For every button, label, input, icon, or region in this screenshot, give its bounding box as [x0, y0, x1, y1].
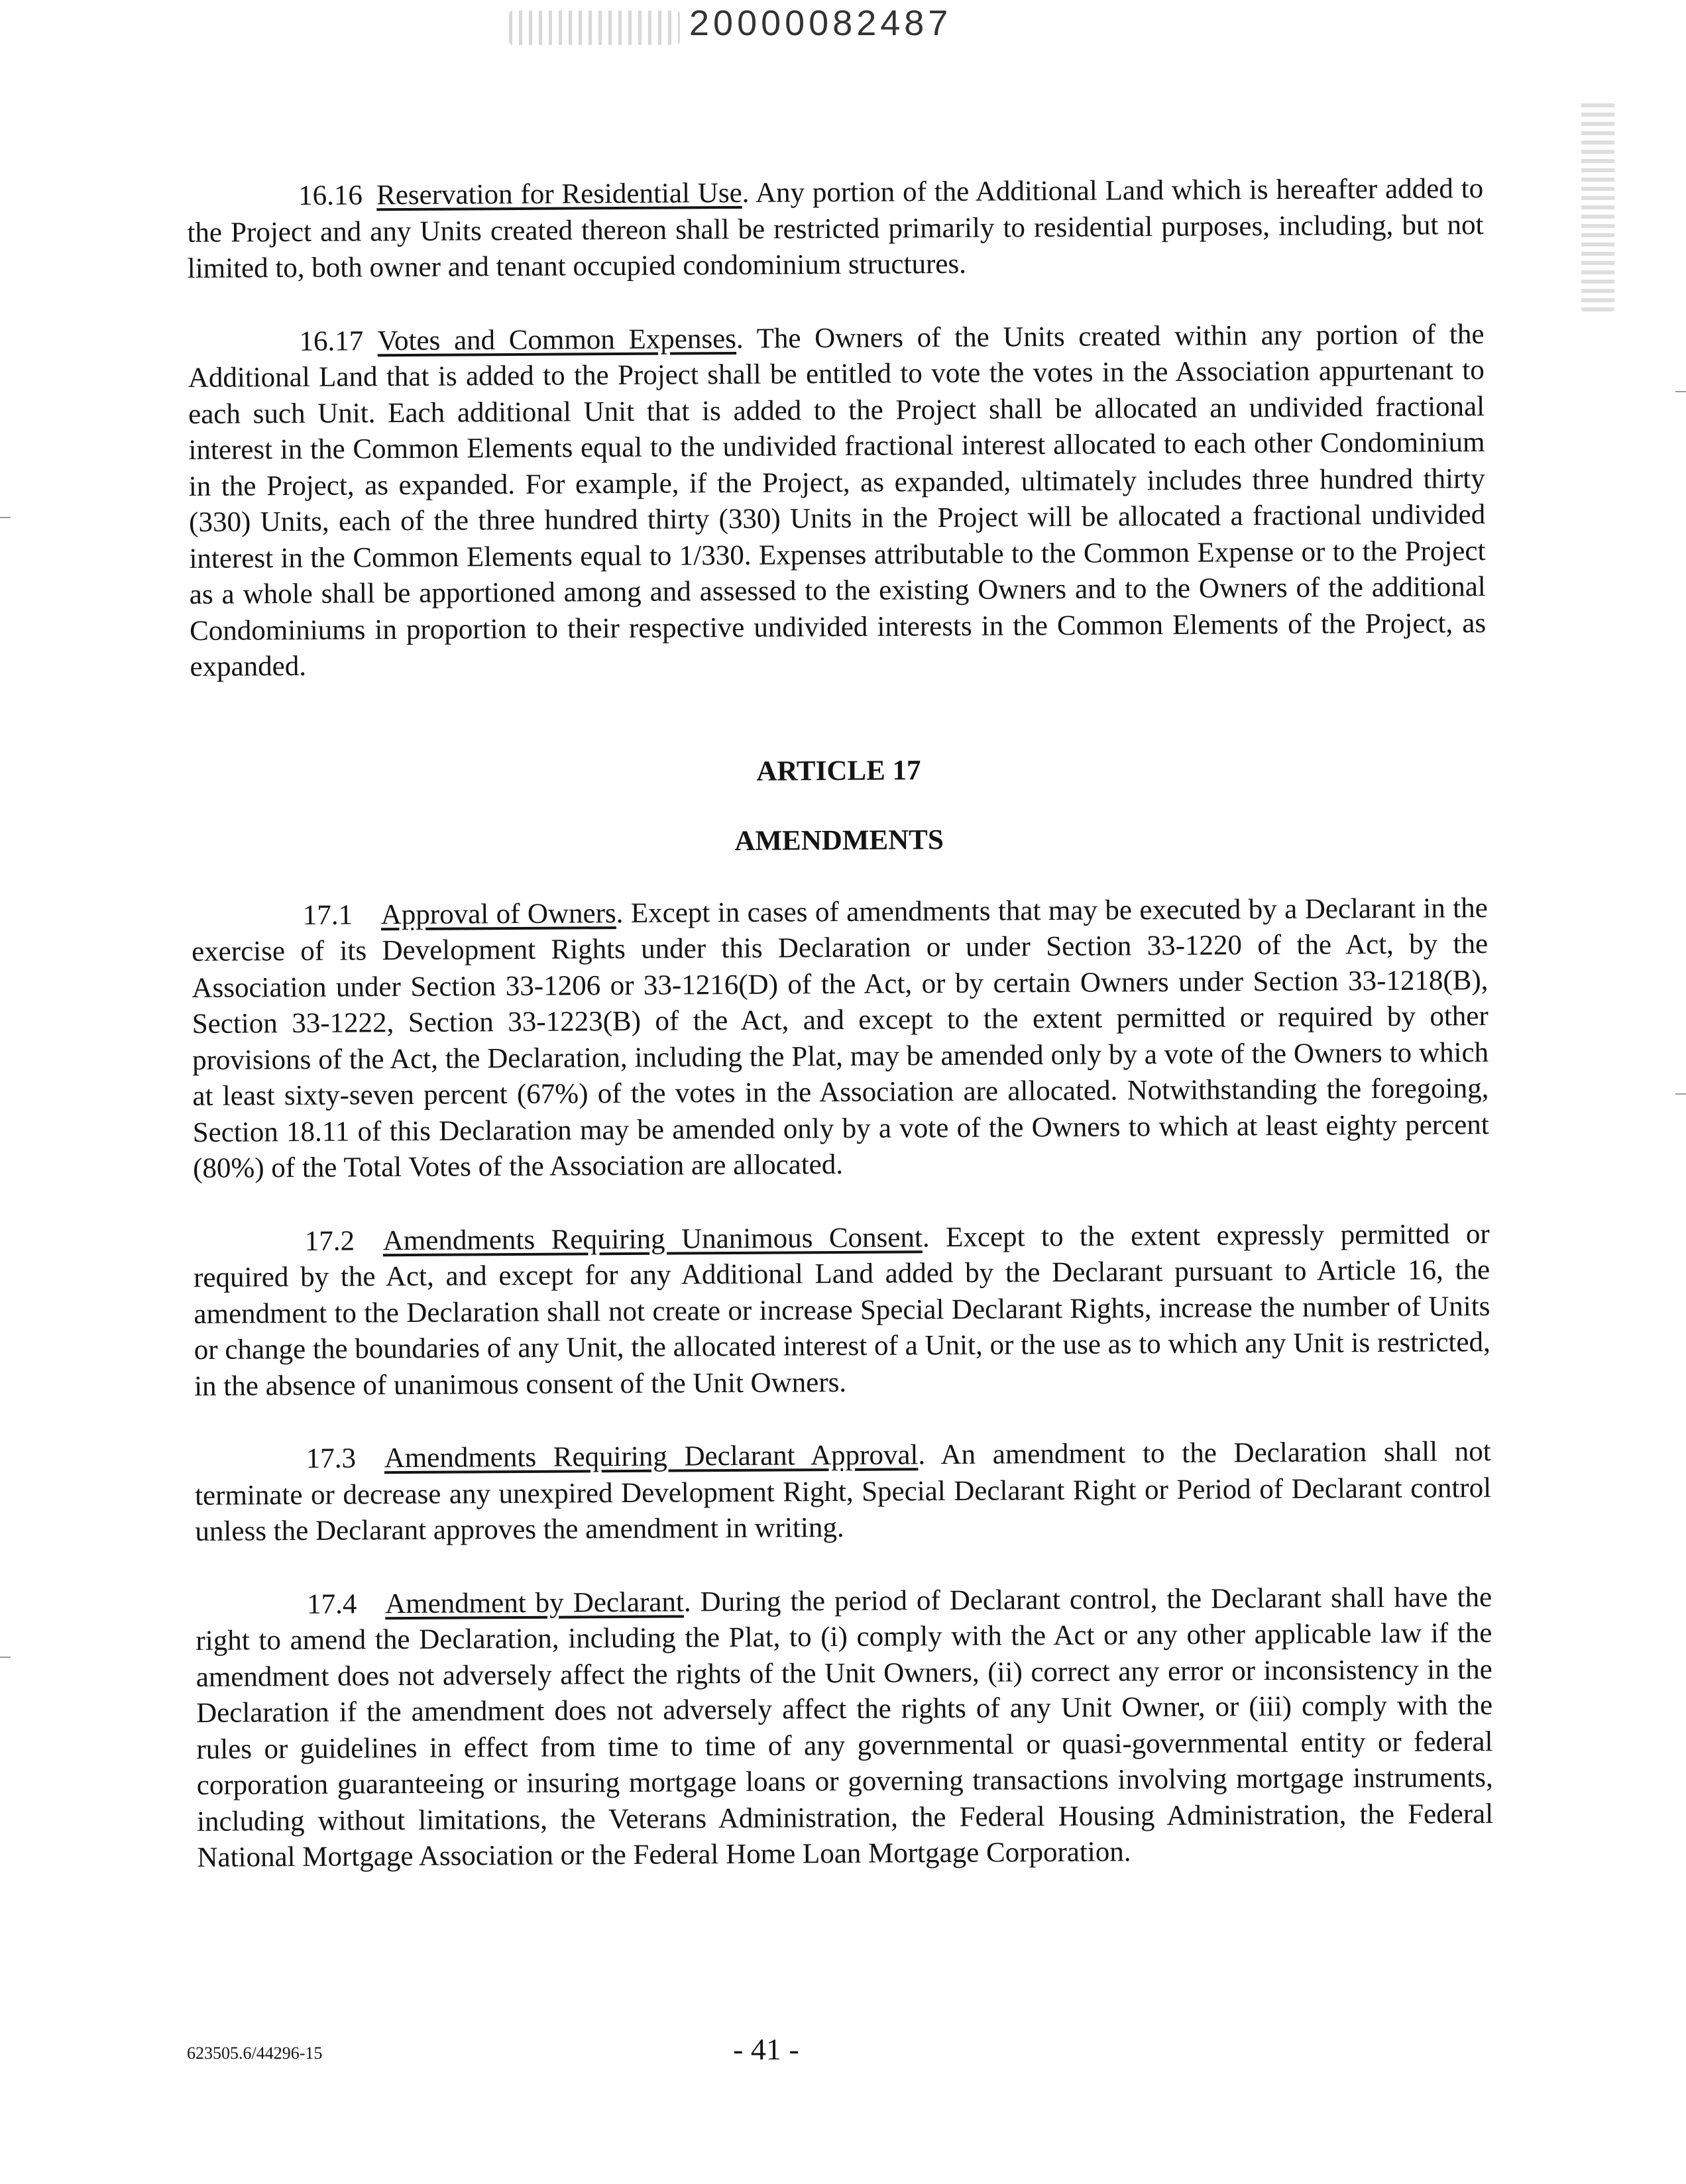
section-16-16: 16.16 Reservation for Residential Use. Any portion of the Additional Land which is hereafter added to the Project and any Units created thereon shall be restricted primarily to residential purposes, including, but not limited to, both owner and tenant occupied condominium structures. [187, 173, 1484, 284]
edge-tick [0, 1657, 11, 1658]
recording-number: 20000082487 [689, 3, 952, 43]
section-17-2: 17.2 Amendments Requiring Unanimous Consent. Except to the extent expressly permitted or required by the Act, and except for any Additional Land added by the Declarant pursuant to Article 16, the amendment to the Declaration shall not create or increase Special Declarant Rights, increase the number of Units or change the boundaries of any Unit, the allocated interest of a Unit, or the use as to which any Unit is restricted, in the absence of unanimous consent of the Unit Owners. [193, 1218, 1490, 1402]
footer-document-id: 623505.6/44296-15 [187, 2044, 323, 2063]
section-caption: Amendment by Declarant [384, 1586, 685, 1619]
section-caption: Votes and Common Expenses [377, 323, 737, 356]
section-text: During the period of Declarant control, the Declarant shall have the right to amend the Declaration, including the Plat, to (i) comply with the Act or any other applicable law if the amendment does not adversely affect the rights of the Unit Owners, (ii) correct any error or inconsistency in the Declaration if the amendment does not adversely affect the rights of any Unit Owner, or (iii) comply with the rules or guidelines in effect from time to time of any governmental or quasi-governmental entity or federal corporation guaranteeing or insuring mortgage loans or governing transactions involving mortgage instruments, including without limitations, the Veterans Administration, the Federal Housing Administration, the Federal National Mortgage Association or the Federal Home Loan Mortgage Corporation. [196, 1581, 1494, 1873]
edge-tick [1675, 391, 1686, 392]
section-number: 17.2 [304, 1225, 355, 1257]
section-text: Except to the extent expressly permitted or required by the Act, and except for any Additional Land added by the Declarant pursuant to Article 16, the amendment to the Declaration shall not create or increase Special Declarant Rights, increase the number of Units or change the boundaries of any Unit, the allocated interest of a Unit, or the use as to which any Unit is restricted, in the absence of unanimous consent of the Unit Owners. [193, 1218, 1490, 1402]
edge-tick [0, 517, 11, 518]
side-stamp [1581, 99, 1614, 311]
section-number: 17.4 [306, 1588, 357, 1620]
page-number: - 41 - [733, 2032, 799, 2066]
section-16-17: 16.17 Votes and Common Expenses. The Owners of the Units created within any portion of the Additional Land that is added to the Project shall be entitled to vote the votes in the Association appurtenant to each such Unit. Each additional Unit that is added to the Project shall be allocated an undivided fractional interest in the Common Elements equal to the undivided fractional interest allocated to each other Condominium in the Project, as expanded. For example, if the Project, as expanded, ultimately includes three hundred thirty (330) Units, each of the three hundred thirty (330) Units in the Project will be allocated a fractional undivided interest in the Common Elements equal to 1/330. Expenses attributable to the Common Expense or to the Project as a whole shall be apportioned among and assessed to the existing Owners and to the Owners of the additional Condominiums in proportion to their respective undivided interests in the Common Elements of the Project, as expanded. [188, 318, 1487, 682]
section-17-3: 17.3 Amendments Requiring Declarant Approval. An amendment to the Declaration shall not terminate or decrease any unexpired Development Right, Special Declarant Right or Period of Declarant control unless the Declarant approves the amendment in writing. [194, 1436, 1492, 1547]
document-body [187, 171, 1494, 1913]
article-title: AMENDMENTS [734, 824, 944, 857]
section-caption: Amendments Requiring Declarant Approval [384, 1439, 919, 1474]
section-17-4: 17.4 Amendment by Declarant. During the period of Declarant control, the Declarant shall have the right to amend the Declaration, including the Plat, to (i) comply with the Act or any other applicable law if the amendment does not adversely affect the rights of the Unit Owners, (ii) correct any error or inconsistency in the Declaration if the amendment does not adversely affect the rights of any Unit Owner, or (iii) comply with the rules or guidelines in effect from time to time of any governmental or quasi-governmental entity or federal corporation guaranteeing or insuring mortgage loans or governing transactions involving mortgage instruments, including without limitations, the Veterans Administration, the Federal Housing Administration, the Federal National Mortgage Association or the Federal Home Loan Mortgage Corporation. [196, 1581, 1494, 1873]
article-heading: ARTICLE 17 [756, 754, 921, 787]
section-caption: Reservation for Residential Use [376, 177, 742, 211]
section-number: 17.3 [306, 1443, 357, 1474]
section-number: 16.16 [298, 180, 363, 211]
section-text: Except in cases of amendments that may be executed by a Declarant in the exercise of its Development Rights under this Declaration or under Section 33-1220 of the Act, by the Association under Section 33-1206 or 33-1216(D) of the Act, or by certain Owners under Section 33-1218(B), Section 33-1222, Section 33-1223(B) of the Act, and except to the extent permitted or required by other provisions of the Act, the Declaration, including the Plat, may be amended only by a vote of the Owners to which at least sixty-seven percent (67%) of the votes in the Association are allocated. Notwithstanding the foregoing, Section 18.11 of this Declaration may be amended only by a vote of the Owners to which at least eighty percent (80%) of the Total Votes of the Association are allocated. [191, 892, 1489, 1184]
edge-tick [1675, 1093, 1686, 1095]
section-text: Any portion of the Additional Land which is hereafter added to the Project and any Units created thereon shall be restricted primarily to residential purposes, including, but not limited to, both owner and tenant occupied condominium structures. [187, 173, 1484, 284]
section-caption: Amendments Requiring Unanimous Consent [382, 1221, 923, 1256]
recording-smudge [509, 11, 680, 45]
section-text: The Owners of the Units created within any portion of the Additional Land that is added to the Project shall be entitled to vote the votes in the Association appurtenant to each such Unit. Each additional Unit that is added to the Project shall be allocated an undivided fractional interest in the Common Elements equal to the undivided fractional interest allocated to each other Condominium in the Project, as expanded. For example, if the Project, as expanded, ultimately includes three hundred thirty (330) Units, each of the three hundred thirty (330) Units in the Project will be allocated a fractional undivided interest in the Common Elements equal to 1/330. Expenses attributable to the Common Expense or to the Project as a whole shall be apportioned among and assessed to the existing Owners and to the Owners of the additional Condominiums in proportion to their respective undivided interests in the Common Elements of the Project, as expanded. [188, 318, 1487, 682]
section-number: 17.1 [302, 899, 353, 931]
section-17-1: 17.1 Approval of Owners. Except in cases of amendments that may be executed by a Declarant in the exercise of its Development Rights under this Declaration or under Section 33-1220 of the Act, by the Association under Section 33-1206 or 33-1216(D) of the Act, or by certain Owners under Section 33-1218(B), Section 33-1222, Section 33-1223(B) of the Act, and except to the extent permitted or required by other provisions of the Act, the Declaration, including the Plat, may be amended only by a vote of the Owners to which at least sixty-seven percent (67%) of the votes in the Association are allocated. Notwithstanding the foregoing, Section 18.11 of this Declaration may be amended only by a vote of the Owners to which at least eighty percent (80%) of the Total Votes of the Association are allocated. [191, 892, 1489, 1184]
section-text: An amendment to the Declaration shall not terminate or decrease any unexpired Development Right, Special Declarant Right or Period of Declarant control unless the Declarant approves the amendment in writing. [194, 1436, 1492, 1547]
section-number: 16.17 [299, 325, 364, 357]
section-caption: Approval of Owners [380, 897, 616, 930]
